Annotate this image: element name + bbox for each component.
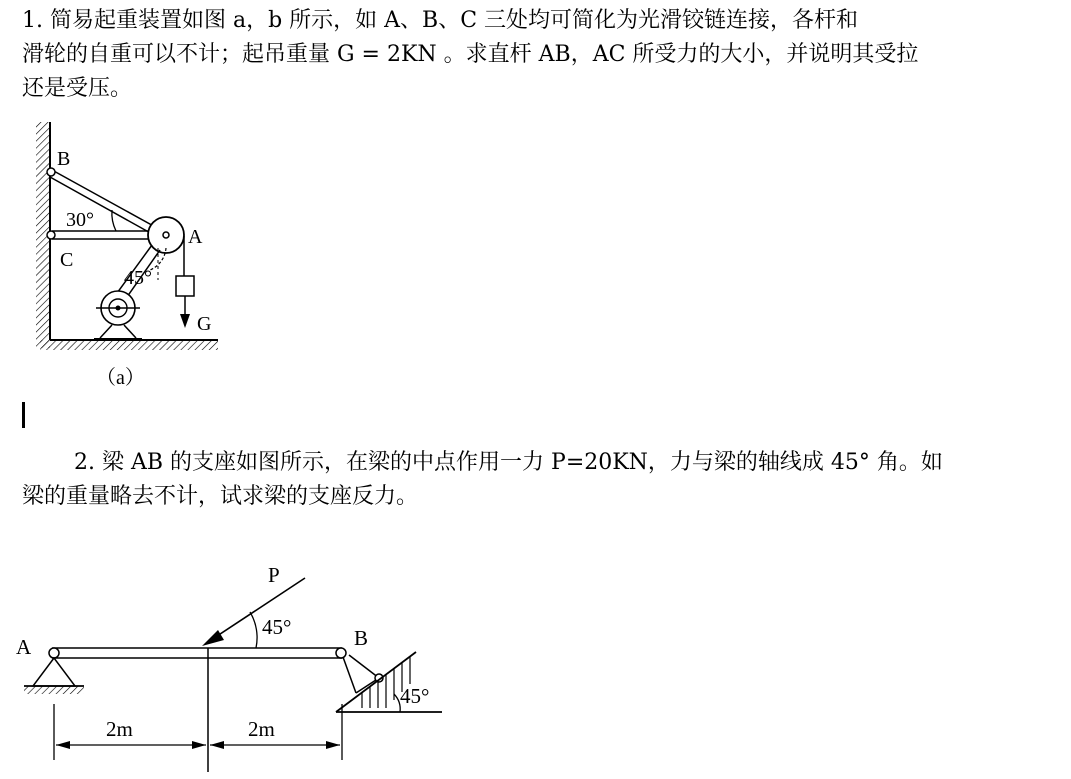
- label-angle-30: 30°: [66, 209, 94, 231]
- problem-1-line-2: 滑轮的自重可以不计；起吊重量 G = 2KN 。求直杆 AB，AC 所受力的大小，并说明其受拉: [22, 42, 919, 67]
- problem-1-line-1: 1. 简易起重装置如图 a，b 所示，如 A、B、C 三处均可简化为光滑铰链连接，各杆和: [22, 8, 859, 33]
- label-g: G: [197, 313, 212, 335]
- caption-a: （a）: [96, 367, 145, 389]
- label-p: P: [268, 563, 280, 587]
- link-b: [343, 657, 356, 693]
- label-b: B: [57, 148, 71, 170]
- support-a: [33, 658, 75, 686]
- problem-2-line-1: 2. 梁 AB 的支座如图所示，在梁的中点作用一力 P=20KN，力与梁的轴线成 45° 角。如: [74, 450, 943, 475]
- label-a: A: [188, 226, 203, 248]
- pin-a: [49, 648, 59, 658]
- label-angle-support: 45°: [400, 684, 430, 708]
- problem-2-line-2: 梁的重量略去不计，试求梁的支座反力。: [22, 484, 419, 509]
- pin-b2: [336, 648, 346, 658]
- label-angle-p: 45°: [262, 615, 292, 639]
- problem-1-line-3: 还是受压。: [22, 76, 133, 101]
- label-c: C: [60, 249, 74, 271]
- label-b2: B: [354, 626, 369, 650]
- label-dim-left: 2m: [106, 717, 133, 741]
- label-dim-right: 2m: [248, 717, 275, 741]
- label-a2: A: [16, 635, 32, 659]
- label-angle-45: 45°: [124, 267, 152, 289]
- angle-p-arc: [250, 612, 257, 648]
